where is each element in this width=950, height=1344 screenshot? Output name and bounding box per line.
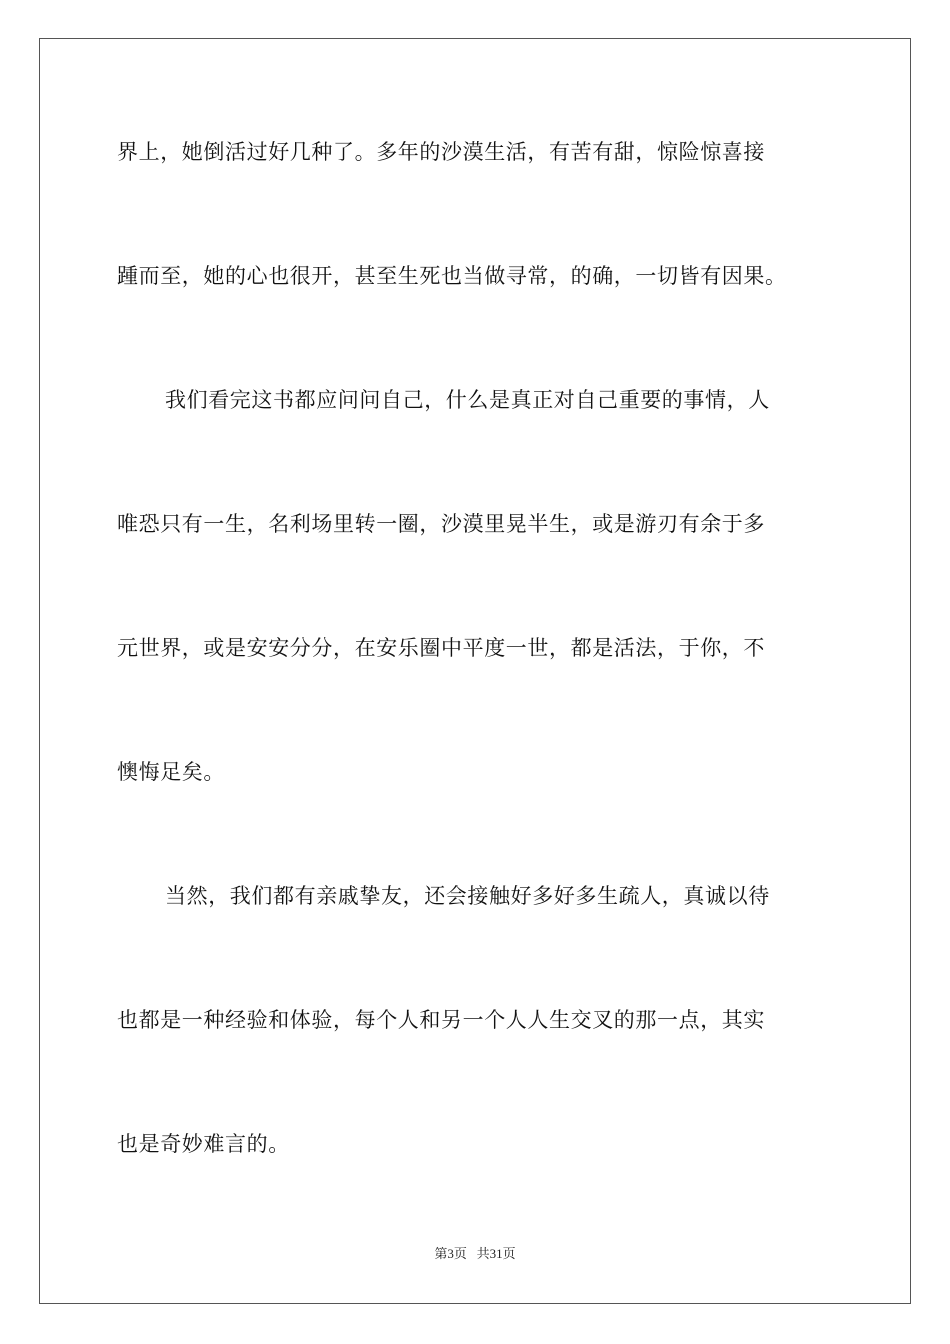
paragraph-first-line: 当然，我们都有亲戚挚友，还会接触好多好多生疏人，真诚以待 (165, 884, 770, 908)
text-line: 唯恐只有一生，名利场里转一圈，沙漠里晃半生，或是游刃有余于多 (117, 512, 765, 536)
text-line: 也都是一种经验和体验，每个人和另一个人人生交叉的那一点，其实 (117, 1008, 765, 1032)
page-footer (0, 1245, 950, 1263)
text-line: 踵而至，她的心也很开，甚至生死也当做寻常，的确，一切皆有因果。 (117, 264, 787, 288)
paragraph-first-line: 我们看完这书都应问问自己，什么是真正对自己重要的事情，人 (165, 388, 770, 412)
page-number: 第3页 (434, 1246, 467, 1261)
text-line: 也是奇妙难言的。 (117, 1132, 290, 1156)
text-line: 懊悔足矣。 (117, 760, 225, 784)
text-line: 界上，她倒活过好几种了。多年的沙漠生活，有苦有甜，惊险惊喜接 (117, 140, 765, 164)
page-total: 共31页 (476, 1246, 516, 1261)
text-line: 元世界，或是安安分分，在安乐圈中平度一世，都是活法，于你，不 (117, 636, 765, 660)
page-frame (39, 38, 911, 1304)
